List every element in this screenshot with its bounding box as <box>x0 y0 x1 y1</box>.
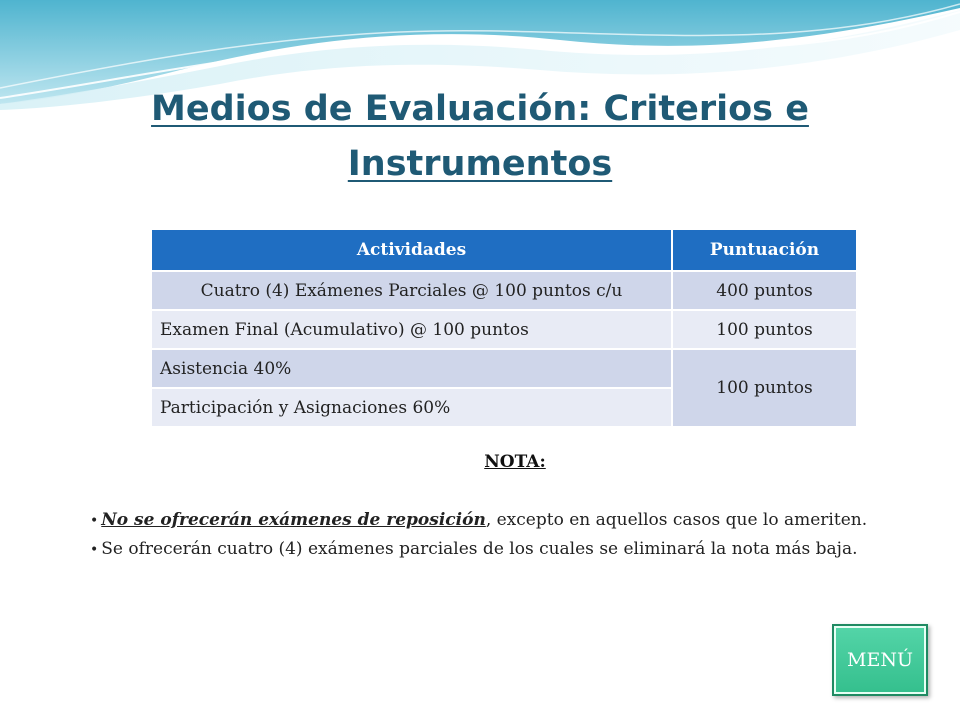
table-row <box>152 271 856 310</box>
title-line-1: Medios de Evaluación: Criterios e <box>151 89 809 129</box>
points-cell: 100 puntos <box>672 349 856 426</box>
notes-list <box>90 506 886 564</box>
activity-cell: Participación y Asignaciones 60% <box>152 388 672 426</box>
note-item <box>90 506 886 535</box>
nota-label: NOTA: <box>484 452 546 472</box>
page-title <box>0 82 960 192</box>
points-cell: 100 puntos <box>672 310 856 349</box>
header-activities: Actividades <box>152 230 672 271</box>
note-emphasis: No se ofrecerán exámenes de reposición <box>101 510 486 530</box>
note-text: , excepto en aquellos casos que lo ameriten. <box>485 510 868 530</box>
activity-cell: Examen Final (Acumulativo) @ 100 puntos <box>152 310 672 349</box>
activity-cell: Cuatro (4) Exámenes Parciales @ 100 puntos c/u <box>152 271 672 310</box>
note-item <box>90 535 886 564</box>
table-row <box>152 349 856 388</box>
title-line-2: Instrumentos <box>347 144 613 184</box>
activity-cell: Asistencia 40% <box>152 349 672 388</box>
table-header-row <box>152 230 856 271</box>
table-row <box>152 310 856 349</box>
evaluation-table <box>152 230 856 426</box>
note-text: Se ofrecerán cuatro (4) exámenes parciales de los cuales se eliminará la nota más baja. <box>101 539 858 559</box>
bullet-icon: • <box>90 542 99 558</box>
header-points: Puntuación <box>672 230 856 271</box>
menu-button[interactable]: MENÚ <box>832 624 928 696</box>
points-cell: 400 puntos <box>672 271 856 310</box>
bullet-icon: • <box>90 513 99 529</box>
